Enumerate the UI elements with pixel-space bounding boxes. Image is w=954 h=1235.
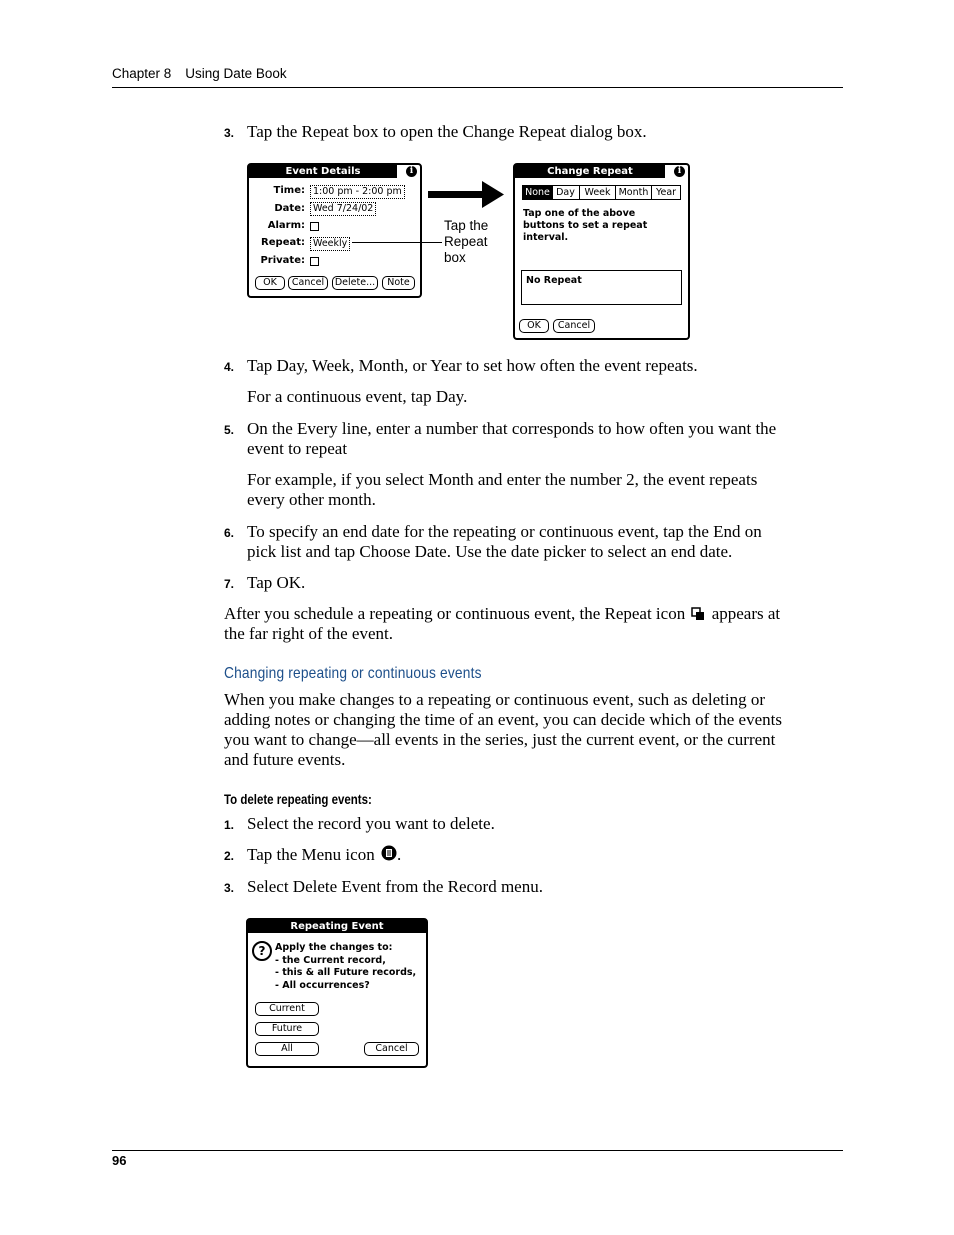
step-6-text (247, 522, 762, 562)
info-icon[interactable]: i (674, 166, 685, 177)
private-label: Private: (260, 255, 305, 266)
current-button[interactable]: Current (255, 1002, 319, 1016)
instruction-line-3: interval. (523, 232, 569, 243)
message-line-3: - this & all Future records, (275, 967, 417, 978)
change-repeat-dialog (513, 163, 690, 340)
section-paragraph (224, 690, 849, 770)
tab-year[interactable]: Year (651, 185, 681, 200)
after-line-1 (224, 604, 844, 624)
proc-step-1-number: 1. (224, 818, 235, 832)
date-field[interactable]: Wed 7/24/02 (310, 202, 376, 216)
cancel-button[interactable]: Cancel (553, 319, 595, 333)
time-label: Time: (273, 185, 305, 196)
cancel-button[interactable]: Cancel (364, 1042, 419, 1056)
proc-step-2: Tap the Menu icon . (247, 845, 402, 864)
repeat-icon (691, 607, 705, 621)
chapter-title: Using Date Book (185, 66, 287, 81)
alarm-label: Alarm: (267, 220, 305, 231)
tab-week[interactable]: Week (579, 185, 616, 200)
message-line-4: - All occurrences? (275, 979, 370, 991)
section-heading: Changing repeating or continuous events (224, 665, 482, 682)
question-icon: ? (252, 941, 272, 961)
right-arrow-icon (428, 180, 506, 210)
section-line-3: you want to change—all events in the series, just the current event, or the current (224, 730, 776, 749)
step-4-sub: For a continuous event, tap Day. (247, 387, 468, 406)
step-5-line-2: event to repeat (247, 439, 348, 458)
date-label: Date: (274, 203, 305, 214)
callout-line (352, 242, 442, 243)
step-6-line-2: pick list and tap Choose Date. Use the date picker to select an end date. (247, 542, 733, 561)
dialog-title: Change Repeat (515, 165, 665, 178)
repeat-label: Repeat: (261, 237, 305, 248)
message-line-2: - the Current record, (275, 954, 386, 966)
step-3-number: 3. (224, 126, 235, 140)
page-number: 96 (112, 1153, 127, 1168)
repeating-event-dialog (246, 918, 428, 1068)
step-5-number: 5. (224, 423, 235, 437)
section-line-2: adding notes or changing the time of an event, you can decide which of the events (224, 710, 782, 729)
dialog-title: Repeating Event (248, 920, 426, 933)
ok-button[interactable]: OK (519, 319, 549, 333)
step-7-text: Tap OK. (247, 573, 306, 592)
step-6-line-1: To specify an end date for the repeating or continuous event, tap the End on (247, 522, 762, 541)
running-header (112, 66, 843, 81)
section-line-1: When you make changes to a repeating or continuous event, such as deleting or (224, 690, 765, 709)
callout-line-2: Repeat (444, 234, 488, 249)
step-6-number: 6. (224, 526, 235, 540)
instruction-line-2: buttons to set a repeat (523, 220, 648, 231)
dialog-message (275, 942, 416, 992)
info-icon[interactable]: i (406, 166, 417, 177)
after-line-2: the far right of the event. (224, 624, 393, 643)
step-3-text: Tap the Repeat box to open the Change Repeat dialog box. (247, 122, 647, 141)
after-paragraph (224, 604, 844, 644)
alarm-checkbox[interactable] (310, 222, 319, 231)
callout-line-1: Tap the (444, 218, 489, 233)
all-button[interactable]: All (255, 1042, 319, 1056)
step-4-text: Tap Day, Week, Month, or Year to set how often the event repeats. (247, 356, 698, 375)
proc-step-3-number: 3. (224, 881, 235, 895)
procedure-title: To delete repeating events: (224, 791, 372, 807)
time-field[interactable]: 1:00 pm - 2:00 pm (310, 185, 405, 199)
step-7-number: 7. (224, 577, 235, 591)
repeat-summary-text: No Repeat (526, 275, 582, 286)
tab-month[interactable]: Month (615, 185, 652, 200)
proc-step-2-text: Tap the Menu icon (247, 845, 375, 864)
delete-button[interactable]: Delete... (332, 276, 378, 290)
step-5-line-1: On the Every line, enter a number that corresponds to how often you want the (247, 419, 777, 438)
after-line-1b: appears at (711, 604, 781, 623)
ok-button[interactable]: OK (255, 276, 285, 290)
callout-line-3: box (444, 250, 466, 265)
step-4-number: 4. (224, 360, 235, 374)
step-5-sub-line-1: For example, if you select Month and enter the number 2, the event repeats (247, 470, 758, 489)
menu-icon (381, 845, 397, 861)
footer-rule (112, 1150, 843, 1151)
proc-step-3-text: Select Delete Event from the Record menu. (247, 877, 543, 896)
chapter-label: Chapter 8 (112, 66, 172, 81)
event-details-dialog (247, 163, 422, 298)
cancel-button[interactable]: Cancel (288, 276, 328, 290)
repeat-field[interactable]: Weekly (310, 237, 350, 251)
tab-none[interactable]: None (522, 185, 553, 200)
after-line-1a: After you schedule a repeating or continuous event, the Repeat icon (224, 604, 686, 623)
future-button[interactable]: Future (255, 1022, 319, 1036)
repeat-summary-box (521, 270, 682, 305)
callout-text (444, 218, 488, 266)
header-rule (112, 87, 843, 88)
proc-step-2-number: 2. (224, 849, 235, 863)
proc-step-1-text: Select the record you want to delete. (247, 814, 495, 833)
note-button[interactable]: Note (382, 276, 415, 290)
step-5-sub-line-2: every other month. (247, 490, 376, 509)
tab-day[interactable]: Day (551, 185, 580, 200)
instruction-line-1: Tap one of the above (523, 208, 636, 219)
message-line-1: Apply the changes to: (275, 942, 393, 953)
private-checkbox[interactable] (310, 257, 319, 266)
instruction-text (523, 208, 647, 244)
step-5-sub (247, 470, 757, 510)
dialog-title: Event Details (249, 165, 397, 178)
step-5-text (247, 419, 776, 459)
section-line-4: and future events. (224, 750, 346, 769)
